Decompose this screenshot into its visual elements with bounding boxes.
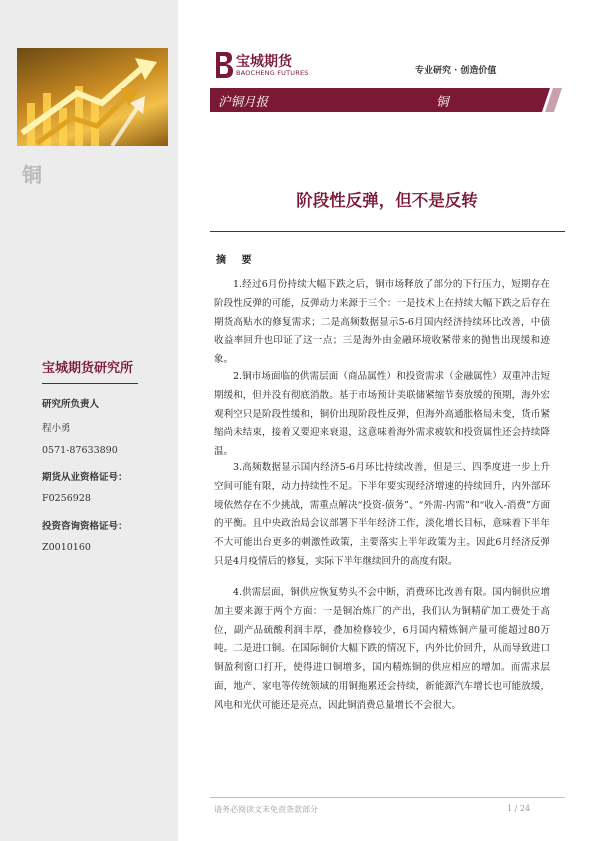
contact-line: Z0010160 [42, 542, 91, 553]
footer-disclaimer: 请务必阅读文末免责条款部分 [214, 805, 318, 814]
contact-line: 期货从业资格证号： [42, 472, 128, 483]
footer-divider [210, 797, 565, 798]
banner-stripe-icon [540, 88, 568, 112]
abstract-paragraph: 3.高频数据显示国内经济5-6月环比持续改善，但是三、四季度进一步上升空间可能有限，动力持续性不足。下半年要实现经济增速的持续回升，内外部环境依然存在不少挑战，需重点解决“投资-债务”、“外需-内需”和“收入-消费”方面的平衡。且中央政治局会议部署下半年经济工作，淡化增长目标，意味着下半年不大可能出台更多的刺激性政策，主要落实上半年政策为主。因此6月经济反弹只是4月疫情后的修复，实际下半年继续回升的高度有限。 [214, 462, 550, 567]
sidebar [0, 0, 178, 841]
logo-subtitle: BAOCHENG FUTURES [236, 69, 309, 77]
slogan: 专业研究 · 创造价值 [415, 66, 497, 76]
contact-line: 研究所负责人 [42, 399, 100, 410]
contact-line: 0571-87633890 [42, 445, 118, 456]
contact-line: 投资咨询资格证号： [42, 521, 128, 532]
sidebar-category: 铜 [22, 163, 42, 187]
page-number: 1 / 24 [507, 804, 531, 813]
contact-line: 程小勇 [42, 423, 71, 434]
abstract-paragraph: 2.铜市场面临的供需层面（商品属性）和投资需求（金融属性）双重冲击短期缓和，但并没有彻底消散。基于市场预计美联储紧缩节奏放缓的预期，海外宏观利空只是阶段性缓和，铜价出现阶段性反弹，但海外高通胀格局未变，货币紧缩尚未结束，接着又要迎来衰退，这意味着海外需求疲软和投资属性还会持续降温。 [214, 371, 550, 458]
contact-line: F0256928 [42, 493, 91, 504]
abstract-paragraph: 4.供需层面，铜供应恢复势头不会中断，消费环比改善有限。国内铜供应增加主要来源于两个方面：一是铜冶炼厂的产出，我们认为铜精矿加工费处于高位，副产品硫酸利润丰厚，叠加检修较少，6月国内精炼铜产量可能超过80万吨。二是进口铜。在国际铜价大幅下跌的情况下，内外比价回升，从而导致进口铜盈利窗口打开，使得进口铜增多，国内精炼铜的供应相应的增加。而需求层面，地产、家电等传统领域的用铜拖累还会持续，新能源汽车增长也可能放缓，风电和光伏可能还是亮点，因此铜消费总量增长不会很大。 [214, 587, 550, 711]
commodity-label: 铜 [436, 94, 449, 109]
title-divider [210, 231, 565, 232]
report-title: 阶段性反弹，但不是反转 [296, 191, 478, 210]
report-type: 沪铜月报 [218, 94, 269, 109]
sidebar-divider [42, 383, 138, 384]
institute-name: 宝城期货研究所 [42, 361, 134, 376]
abstract-paragraph: 1.经过6月份持续大幅下跌之后，铜市场释放了部分的下行压力，短期存在阶段性反弹的可能，反弹动力来源于三个：一是技术上在持续大幅下跌之后存在期货高贴水的修复需求；二是高频数据显示5-6月国内经济持续环比改善，中债收益率回升也印证了这一点；三是海外由金融环境收紧带来的抛售出现缓和迹象。 [214, 279, 550, 366]
logo-mark-icon [212, 50, 234, 80]
cover-arrows-image [17, 48, 168, 146]
logo-text: 宝城期货 [236, 54, 292, 70]
rising-arrows-icon [17, 48, 168, 146]
abstract-heading: 摘 要 [216, 255, 258, 266]
